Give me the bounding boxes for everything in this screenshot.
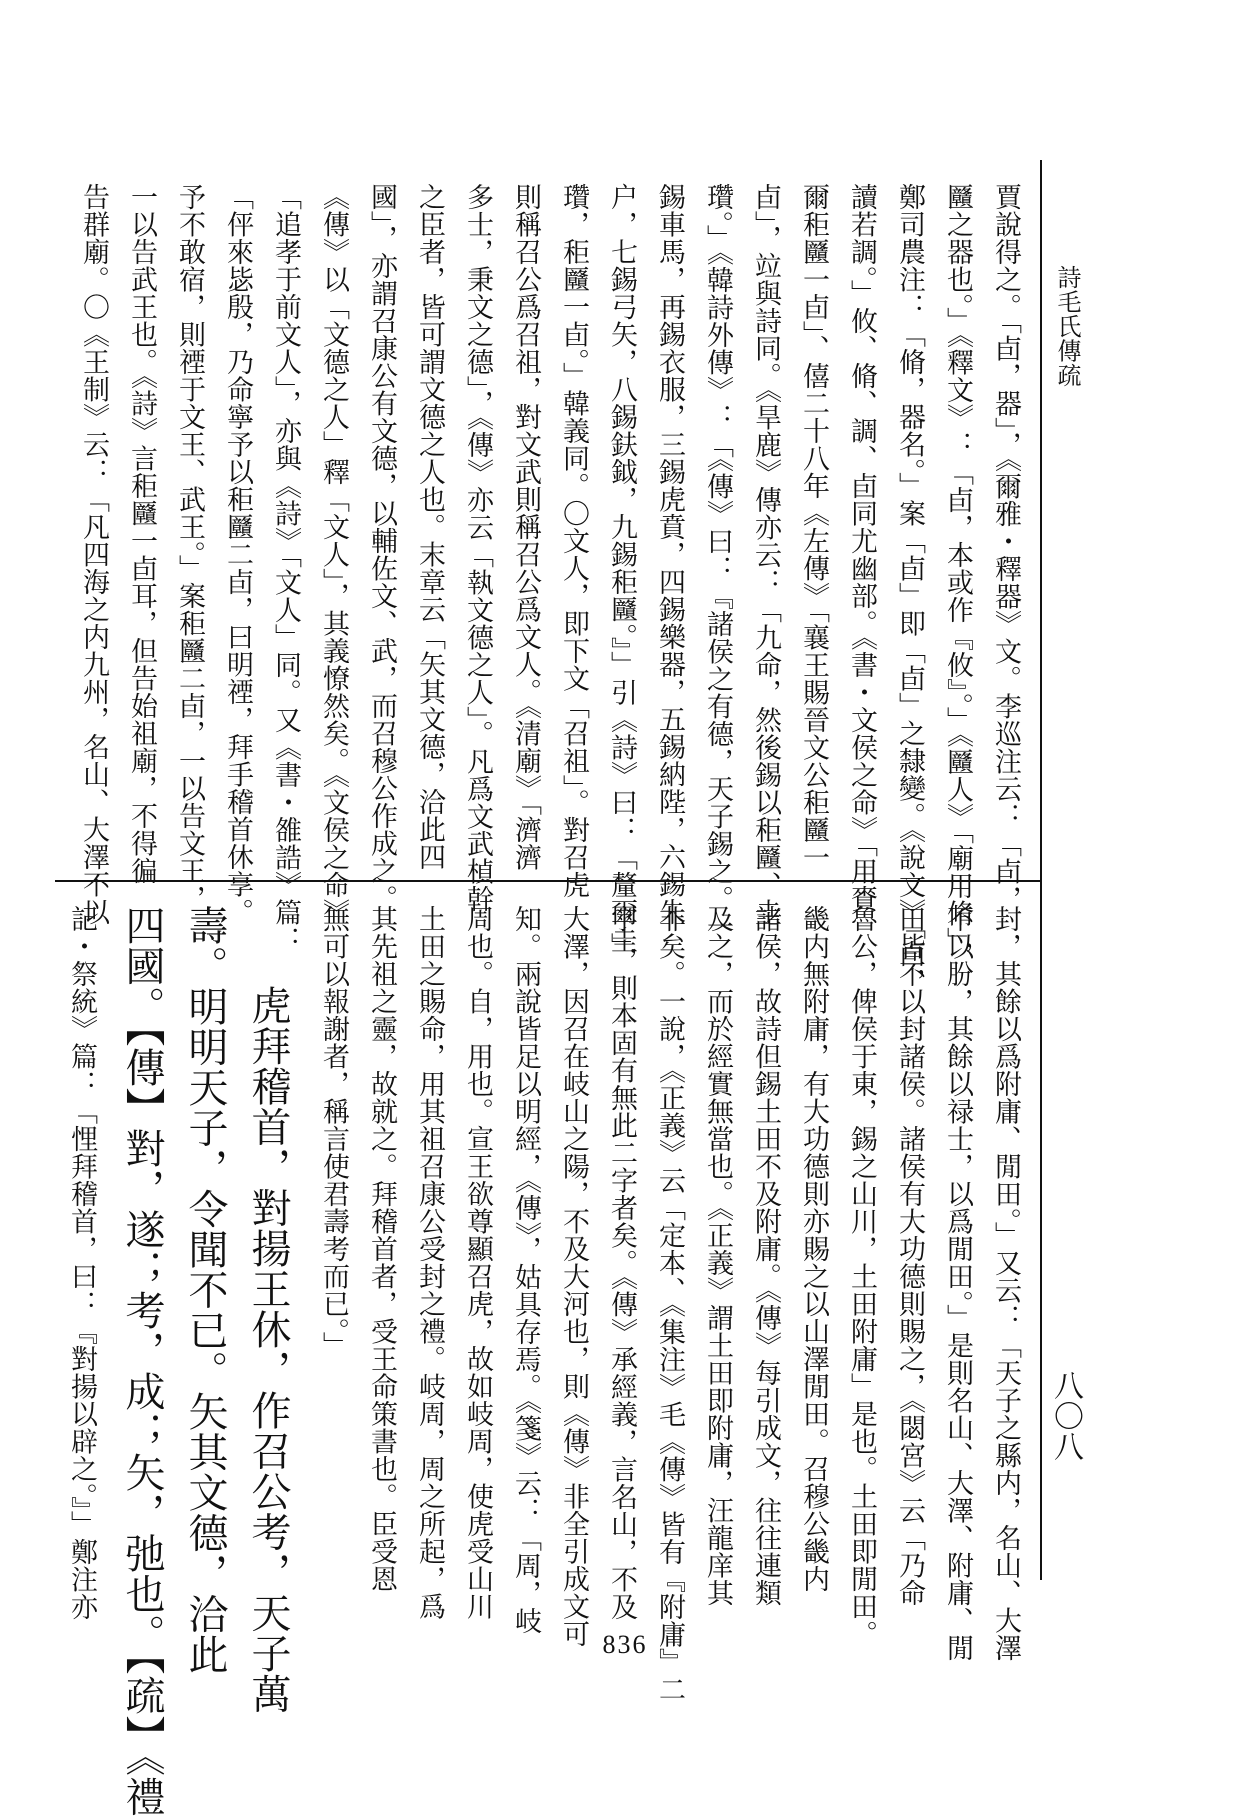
text-column: 大澤，因召在岐山之陽，不及大河也，則《傳》非全引成文可: [558, 905, 589, 1648]
text-column: 字」，則本固有無此二字者矣。《傳》承經義，言名山，不及: [606, 905, 637, 1621]
text-column: 非矣。一說，《正義》云「定本、《集注》毛《傳》皆有『附庸』二: [654, 905, 685, 1703]
text-column: 不以朌，其餘以禄士，以爲閒田。」是則名山、大澤、附庸、閒: [942, 905, 973, 1662]
text-column: 封，其餘以爲附庸、閒田。」又云：「天子之縣内，名山、大澤: [990, 905, 1021, 1662]
text-column: 告群廟。〇《王制》云：「凡四海之内九州，名山、大澤不以: [78, 183, 109, 926]
text-column: 國」，亦謂召康公有文德，以輔佐文、武，而召穆公作成之。: [366, 183, 397, 912]
text-column: 一以告武王也。《詩》言秬㔶一卣耳，但告始祖廟，不得徧: [126, 183, 157, 885]
running-title: 詩毛氏傳疏: [1053, 265, 1081, 388]
text-column: 其先祖之靈，故就之。拜稽首者，受王命策書也。臣受恩: [366, 905, 397, 1593]
text-column: 瓚。」《韓詩外傳》：「《傳》曰：『諸侯之有德，天子錫之。一: [702, 183, 733, 940]
text-column: 「伻來毖殷，乃命寧予以秬㔶二卣，曰明禋，拜手稽首休享。: [222, 183, 253, 926]
text-column: 之臣者，皆可謂文德之人也。末章云「矢其文德，洽此四: [414, 183, 445, 871]
text-column: 則稱召公爲召祖，對文武則稱召公爲文人。《清廟》「濟濟: [510, 183, 541, 871]
text-column: 錫車馬，再錫衣服，三錫虎賁，四錫樂器，五錫納陛，六錫朱: [654, 183, 685, 926]
text-column: 多士，秉文之德」，《傳》亦云「執文德之人」。凡爲文武楨幹: [462, 183, 493, 913]
text-column: 《傳》以「文德之人」釋「文人」，其義憭然矣。《文侯之命》: [318, 183, 349, 926]
text-column: 周也。自，用也。宣王欲尊顯召虎，故如岐周，使虎受山川: [462, 905, 493, 1620]
text-column: 卣」，竝與詩同。《旱鹿》傳亦云：「九命，然後錫以秬㔶、圭: [750, 183, 781, 926]
text-column: 及之，而於經實無當也。《正義》謂土田即附庸，汪龍庠其: [702, 905, 733, 1607]
text-column: 户，七錫弓矢，八錫鈇鉞，九錫秬㔶。』」引《詩》曰：「釐爾圭: [606, 183, 637, 954]
page-number: 836: [602, 1630, 648, 1659]
text-column: 鄭司農注：「脩，器名。」案「卣」即「卣」之隸變。《說文》「卣，: [894, 183, 925, 995]
text-column: 土田之賜命，用其祖召康公受封之禮。岐周，周之所起，爲: [414, 905, 445, 1620]
folio-number: 八〇八: [1048, 1370, 1083, 1462]
text-column: 無可以報謝者，稱言使君壽考而已。」: [318, 905, 349, 1359]
text-column: 記・祭統》篇：「悝拜稽首，曰：『對揚以辟之。』」鄭注亦: [66, 905, 97, 1621]
text-column: 㔶之器也。」《釋文》：「卣，本或作『攸』。」《㔶人》「廟用脩」，: [942, 183, 973, 969]
verse-column: 虎拜稽首，對揚王休，作召公考，天子萬: [245, 985, 291, 1714]
verse-column: 壽。明明天子，令聞不已。矢其文德，洽此: [182, 905, 228, 1675]
text-column: 田皆不以封諸侯。諸侯有大功德則賜之，《閟宮》云「乃命: [894, 905, 925, 1607]
text-column: 魯公，俾侯于東，錫之山川，土田附庸」是也。土田即閒田。: [846, 905, 877, 1648]
text-column: 知。兩說皆足以明經，《傳》，姑具存焉。《箋》云：「周，岐: [510, 905, 541, 1635]
text-column: 爾秬㔶一卣」、僖二十八年《左傳》「襄王賜晉文公秬㔶一: [798, 183, 829, 871]
text-column: 畿内無附庸，有大功德則亦賜之以山澤閒田。召穆公畿内: [798, 905, 829, 1593]
text-column: 予不敢宿，則禋于文王、武王。」案秬㔶二卣，一以告文王，: [174, 183, 205, 912]
text-column: 諸侯，故詩但錫土田不及附庸。《傳》每引成文，往往連類: [750, 905, 781, 1607]
text-column: 讀若調。」攸、脩、調、卣同尤幽部。《書・文侯之命》「用賚: [846, 183, 877, 913]
verse-column: 四國。【傳】對，遂；考，成；矢，弛也。【疏】《禮: [119, 905, 165, 1817]
text-column: 「追孝于前文人」，亦與《詩》「文人」同。又《書・雒誥》篇：: [270, 183, 301, 954]
text-column: 瓚，秬㔶一卣。」韓義同。〇文人，即下文「召祖」。對召虎: [558, 183, 589, 899]
margin-rule: [1040, 160, 1042, 1580]
text-column: 賈說得之。「卣，器」，《爾雅・釋器》文。李巡注云：「卣，: [990, 183, 1021, 913]
